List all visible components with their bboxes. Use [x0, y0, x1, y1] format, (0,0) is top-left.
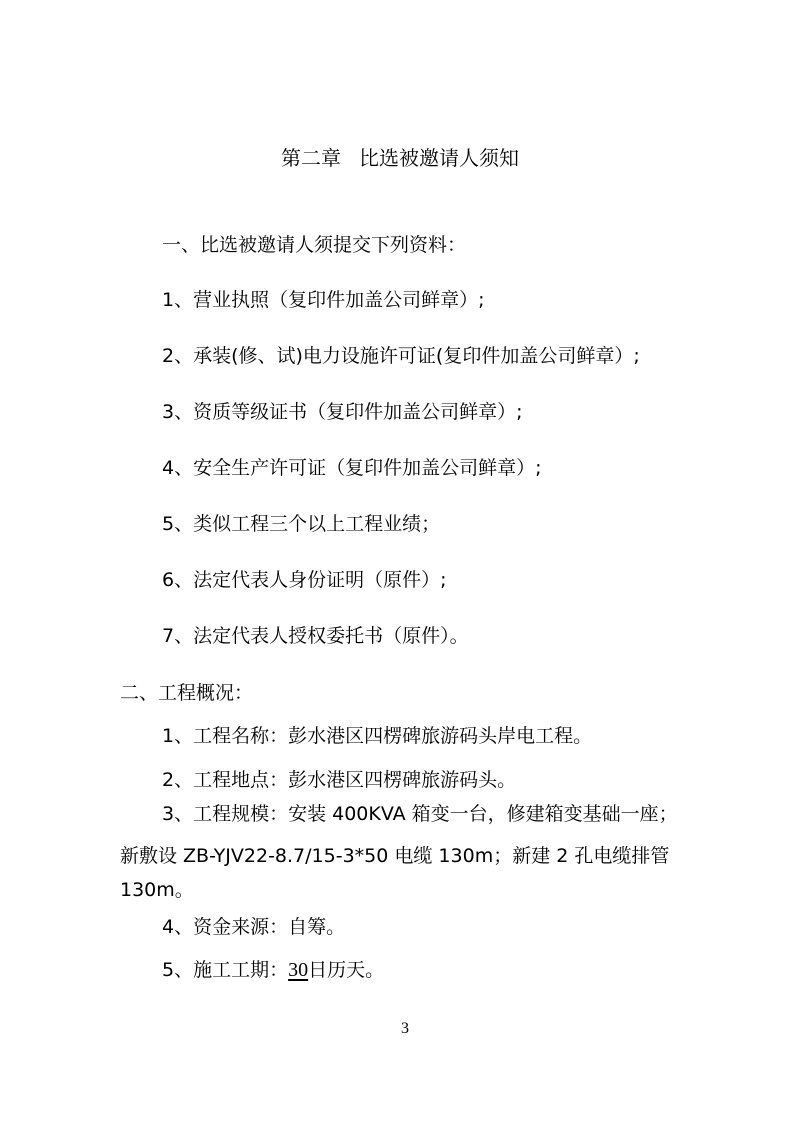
page-title — [281, 146, 519, 170]
page-number: 3 — [401, 1020, 409, 1037]
scale-line: 130m。 — [120, 879, 194, 901]
scale-line: 新敷设 ZB-YJV22-8.7/15-3*50 电缆 130m；新建 2 孔电缆排管 — [120, 845, 670, 867]
chapter-name: 比选被邀请人须知 — [359, 146, 519, 170]
list-item: 2、承装(修、试)电力设施许可证(复印件加盖公司鲜章）; — [162, 345, 640, 367]
list-item: 4、安全生产许可证（复印件加盖公司鲜章）; — [162, 457, 542, 479]
chapter-number: 第二章 — [281, 146, 341, 170]
duration-label: 5、施工工期： — [162, 959, 289, 981]
list-item: 6、法定代表人身份证明（原件）; — [162, 569, 447, 591]
list-item: 5、类似工程三个以上工程业绩； — [162, 513, 441, 535]
duration-unit: 日历天。 — [308, 959, 385, 981]
funding-line: 4、资金来源：自筹。 — [162, 916, 346, 938]
list-item: 7、法定代表人授权委托书（原件）。 — [162, 625, 469, 647]
scale-line: 3、工程规模：安装 400KVA 箱变一台，修建箱变基础一座； — [162, 803, 678, 825]
duration-line — [162, 958, 384, 982]
section2-heading: 二、工程概况： — [120, 682, 254, 704]
list-item: 3、资质等级证书（复印件加盖公司鲜章）; — [162, 401, 523, 423]
section1-heading: 一、比选被邀请人须提交下列资料： — [162, 234, 467, 256]
duration-value: 30 — [288, 959, 309, 981]
list-item: 1、营业执照（复印件加盖公司鲜章）; — [162, 289, 485, 311]
list-item: 1、工程名称：彭水港区四楞碑旅游码头岸电工程。 — [162, 725, 593, 747]
list-item: 2、工程地点：彭水港区四楞碑旅游码头。 — [162, 769, 517, 791]
